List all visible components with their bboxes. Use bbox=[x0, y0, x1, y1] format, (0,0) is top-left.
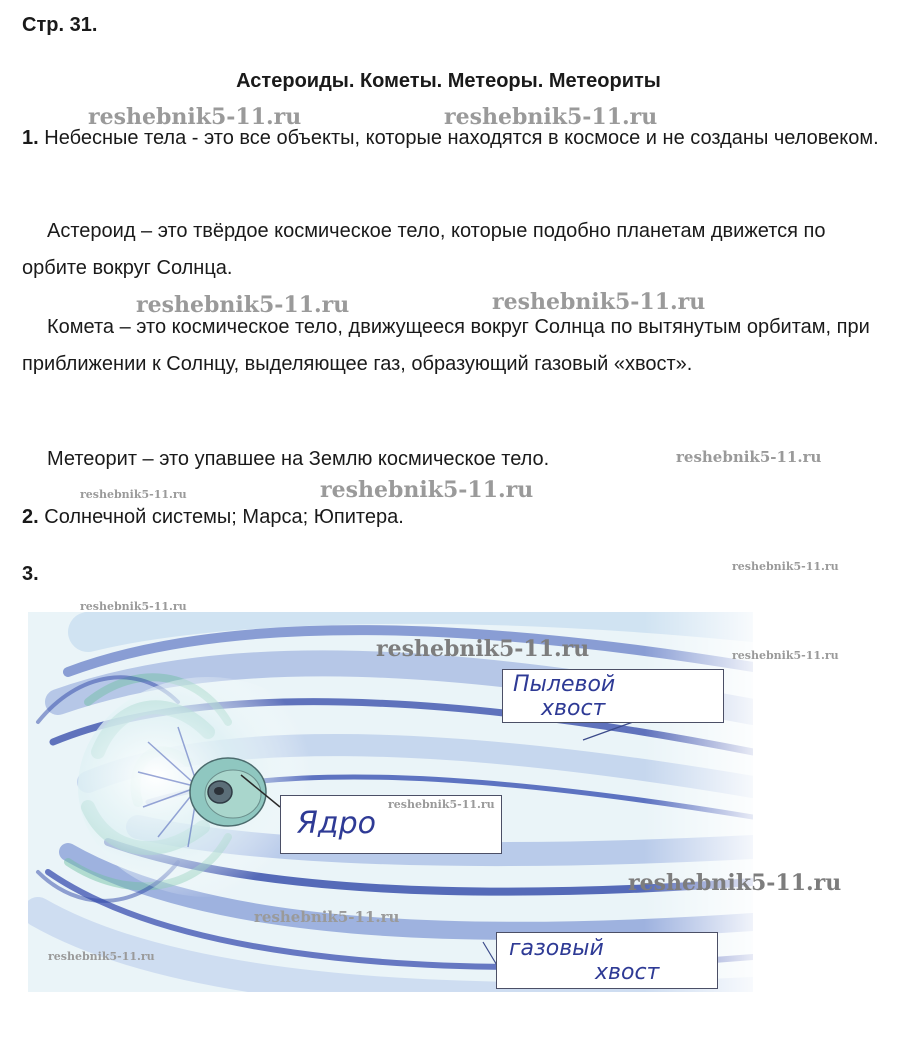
q1-text-1: Небесные тела - это все объекты, которые находятся в космосе и не созданы человеком. bbox=[38, 127, 879, 149]
watermark: reshebnik5-11.ru bbox=[444, 104, 658, 130]
page-title: Астероиды. Кометы. Метеоры. Метеориты bbox=[236, 70, 661, 92]
q1-number: 1. bbox=[22, 127, 39, 149]
watermark: reshebnik5-11.ru bbox=[88, 104, 302, 130]
watermark: reshebnik5-11.ru bbox=[676, 448, 822, 466]
watermark: reshebnik5-11.ru bbox=[732, 560, 839, 573]
q2-number: 2. bbox=[22, 506, 39, 528]
label-gas-tail bbox=[496, 932, 718, 989]
watermark: reshebnik5-11.ru bbox=[628, 870, 842, 896]
watermark: reshebnik5-11.ru bbox=[80, 600, 187, 613]
q1-paragraph-4: Метеорит – это упавшее на Землю космическое тело. bbox=[47, 448, 550, 470]
page-number: Стр. 31. bbox=[22, 14, 98, 36]
label-dust-tail bbox=[502, 669, 724, 723]
watermark: reshebnik5-11.ru bbox=[48, 950, 155, 963]
watermark: reshebnik5-11.ru bbox=[136, 292, 350, 318]
watermark: reshebnik5-11.ru bbox=[80, 488, 187, 501]
q1-paragraph-2: Астероид – это твёрдое космическое тело, которые подобно планетам движется по орбите вокруг Солнца. bbox=[22, 220, 826, 279]
label-dust-tail-line2: хвост bbox=[541, 696, 606, 721]
watermark: reshebnik5-11.ru bbox=[388, 798, 495, 811]
watermark: reshebnik5-11.ru bbox=[492, 289, 706, 315]
label-dust-tail-line1: Пылевой bbox=[513, 672, 616, 697]
label-nucleus-text: Ядро bbox=[297, 806, 376, 841]
label-gas-tail-line1: газовый bbox=[509, 936, 604, 961]
label-gas-tail-line2: хвост bbox=[595, 960, 660, 985]
q2-paragraph bbox=[22, 499, 882, 536]
watermark: reshebnik5-11.ru bbox=[732, 649, 839, 662]
watermark: reshebnik5-11.ru bbox=[254, 908, 400, 926]
watermark: reshebnik5-11.ru bbox=[320, 477, 534, 503]
q2-text: Солнечной системы; Марса; Юпитера. bbox=[38, 506, 404, 528]
watermark: reshebnik5-11.ru bbox=[376, 636, 590, 662]
q1-paragraph-3: Комета – это космическое тело, движущееся вокруг Солнца по вытянутым орбитам, при приближении к Солнцу, выделяющее газ, образующий газовый «хвост». bbox=[22, 316, 870, 375]
q3-number: 3. bbox=[22, 563, 39, 585]
